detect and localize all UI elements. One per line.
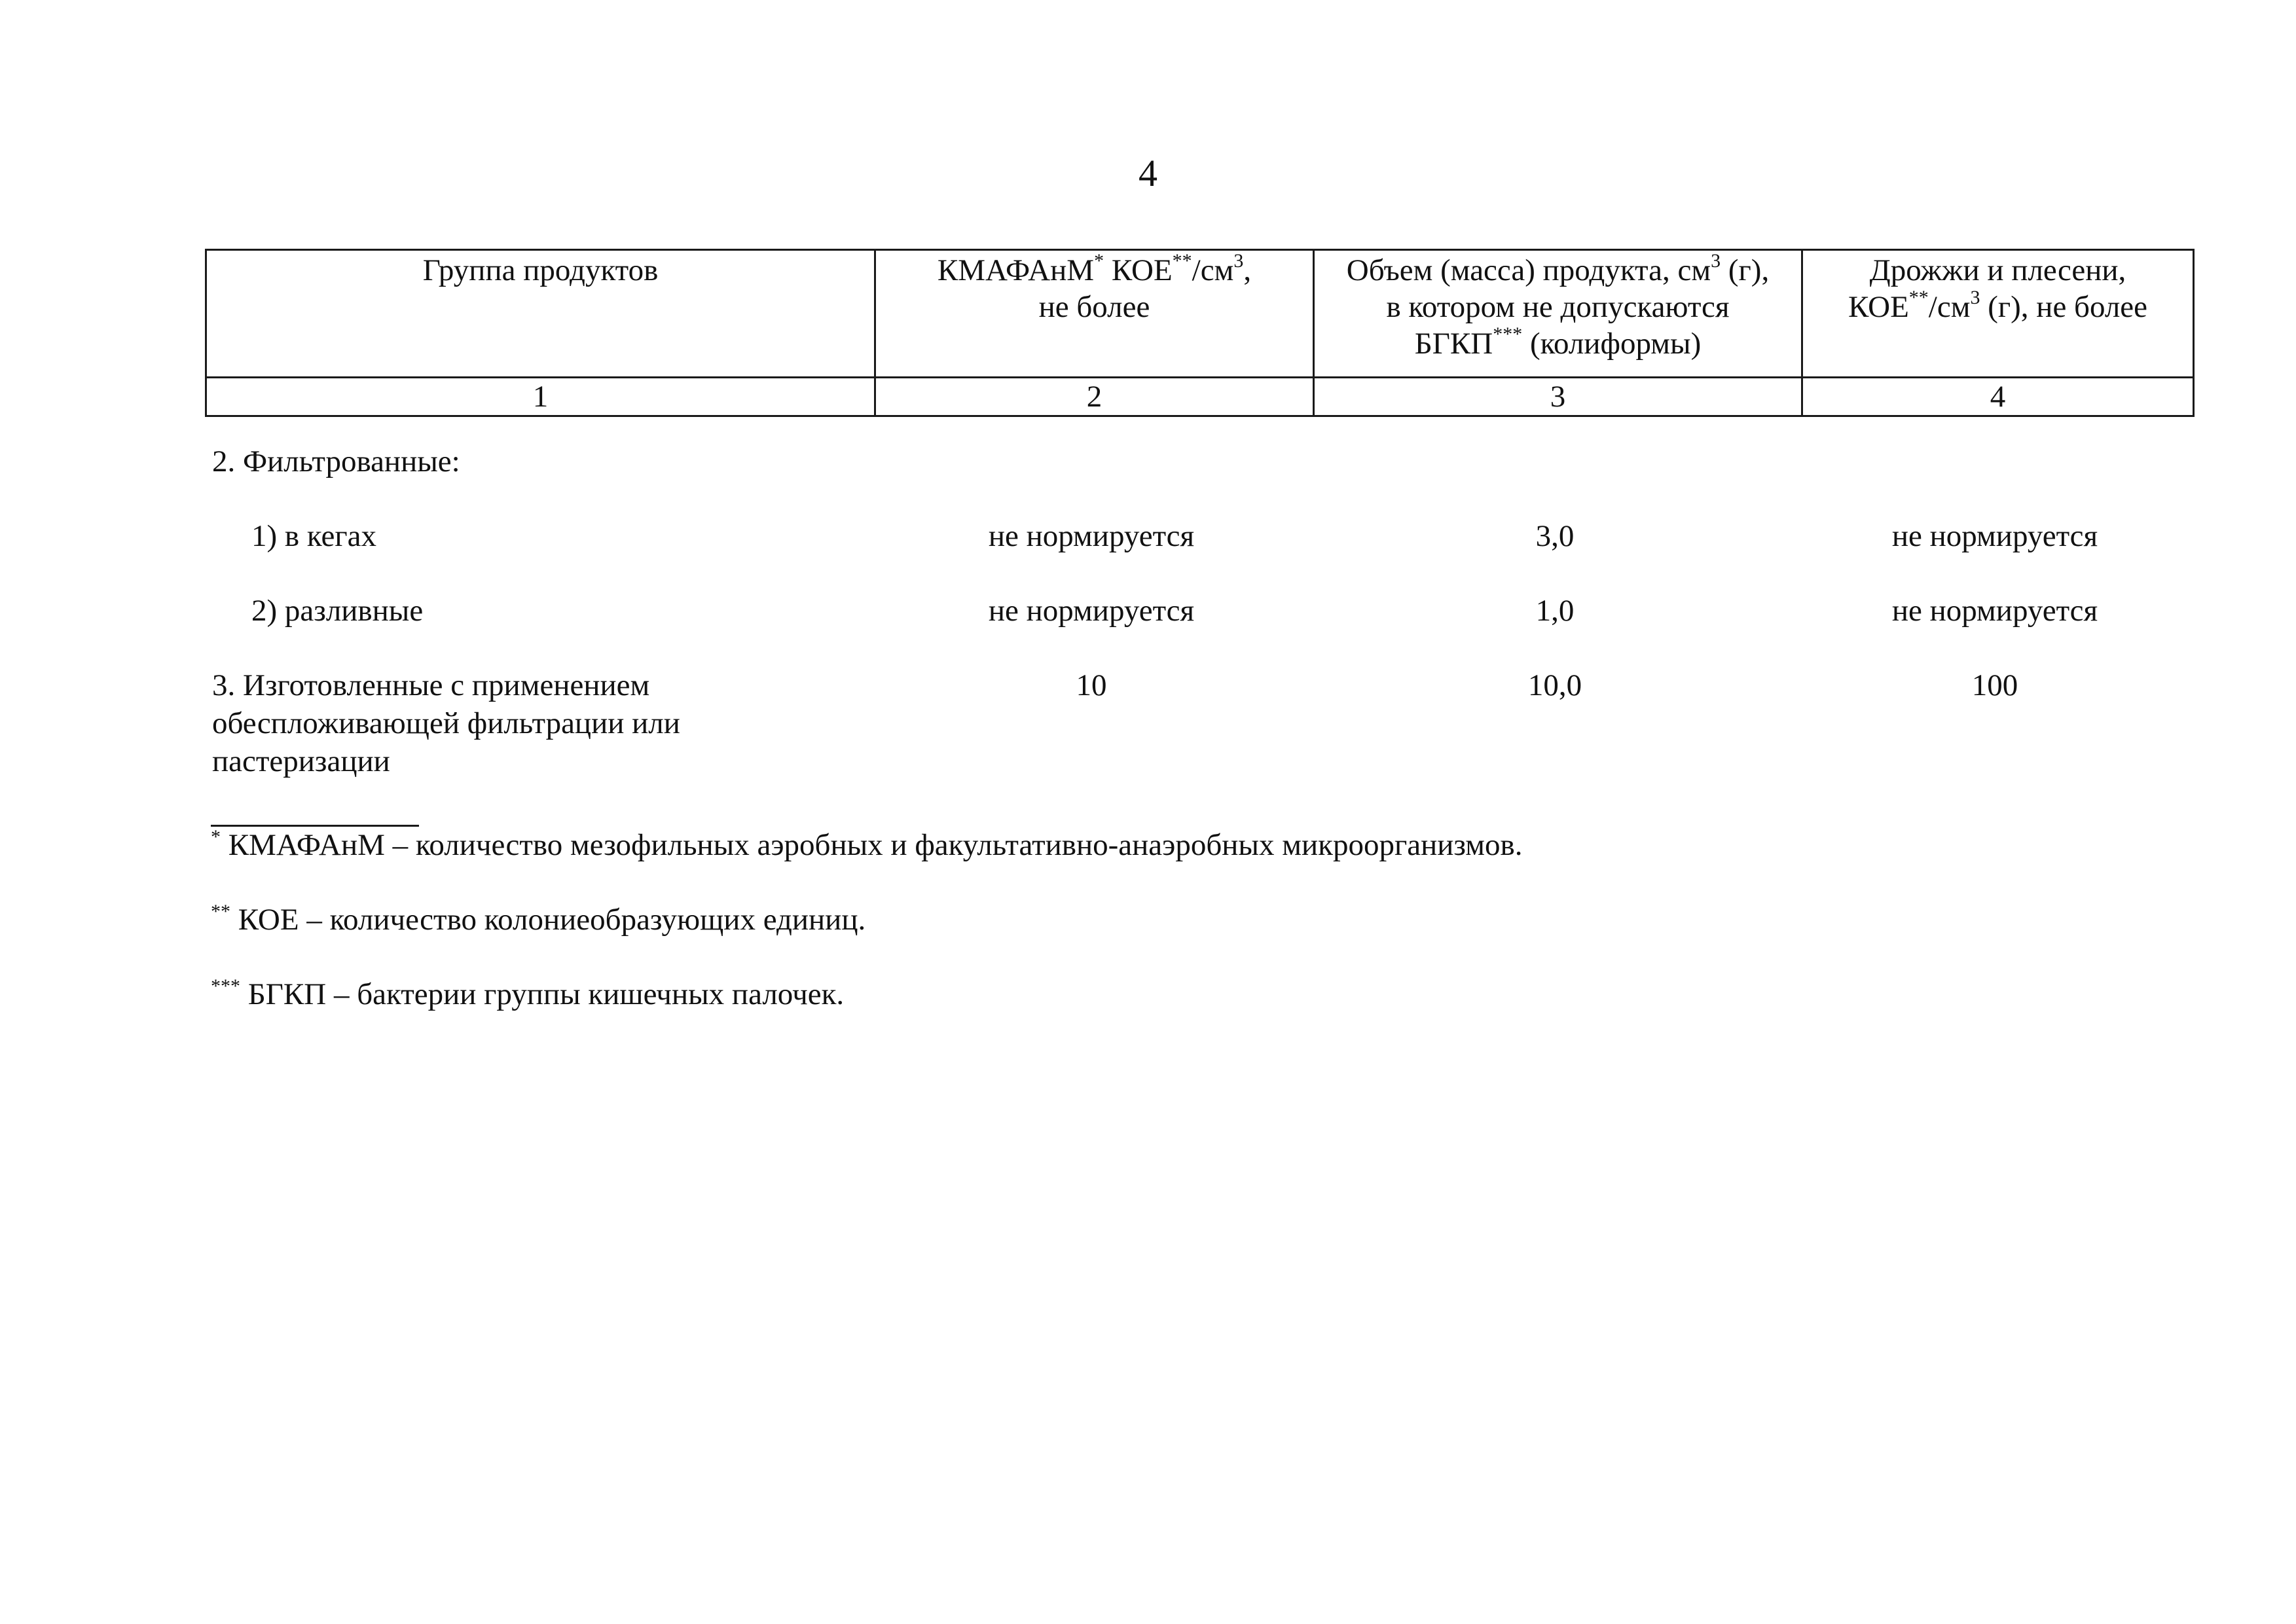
column-number: 1 [206,378,875,416]
header-product-group: Группа продуктов [206,250,875,378]
row-name-kegs: 1) в кегах [251,519,377,553]
row-draft-kmafanm: не нормируется [988,594,1195,628]
row-kegs-yeast: не нормируется [1891,519,2098,553]
footnote-kmafanm: * КМАФАнМ – количество мезофильных аэробных и факультативно-анаэробных микроорганизмов. [211,826,1523,862]
row-sterile-yeast: 100 [1971,668,2018,702]
header-volume: Объем (масса) продукта, $см^3$ (г), в котором не допускаются БГКП*** (колиформы) [1314,250,1802,378]
requirements-table [205,249,2195,417]
row-kegs-kmafanm: не нормируется [988,519,1195,553]
footnote-koe: ** КОЕ – количество колониеобразующих единиц. [211,901,866,937]
row-sterile-kmafanm: 10 [1076,668,1107,702]
row-name-draft: 2) разливные [251,594,424,628]
column-number: 4 [1802,378,2194,416]
section-name-sterile: 3. Изготовленные с применением обеспложивающей фильтрации или пастеризации [212,668,680,778]
column-number: 3 [1314,378,1802,416]
column-number-row [206,378,2194,416]
row-kegs-volume: 3,0 [1535,519,1575,553]
page-number: 4 [1139,152,1157,194]
row-draft-yeast: не нормируется [1891,594,2098,628]
row-sterile-volume: 10,0 [1527,668,1582,702]
table-header-row [206,250,2194,378]
column-number: 2 [875,378,1314,416]
header-yeast-mold: Дрожжи и плесени, $КОЕ^{**}/см^3$ (г), не более [1802,250,2194,378]
footnote-bgkp: *** БГКП – бактерии группы кишечных палочек. [211,975,845,1011]
header-kmafanm: КМАФАнМ* $КОЕ^{**}/см^3$, не более [875,250,1314,378]
section-title-filtered: 2. Фильтрованные: [212,444,460,478]
row-draft-volume: 1,0 [1535,594,1575,628]
